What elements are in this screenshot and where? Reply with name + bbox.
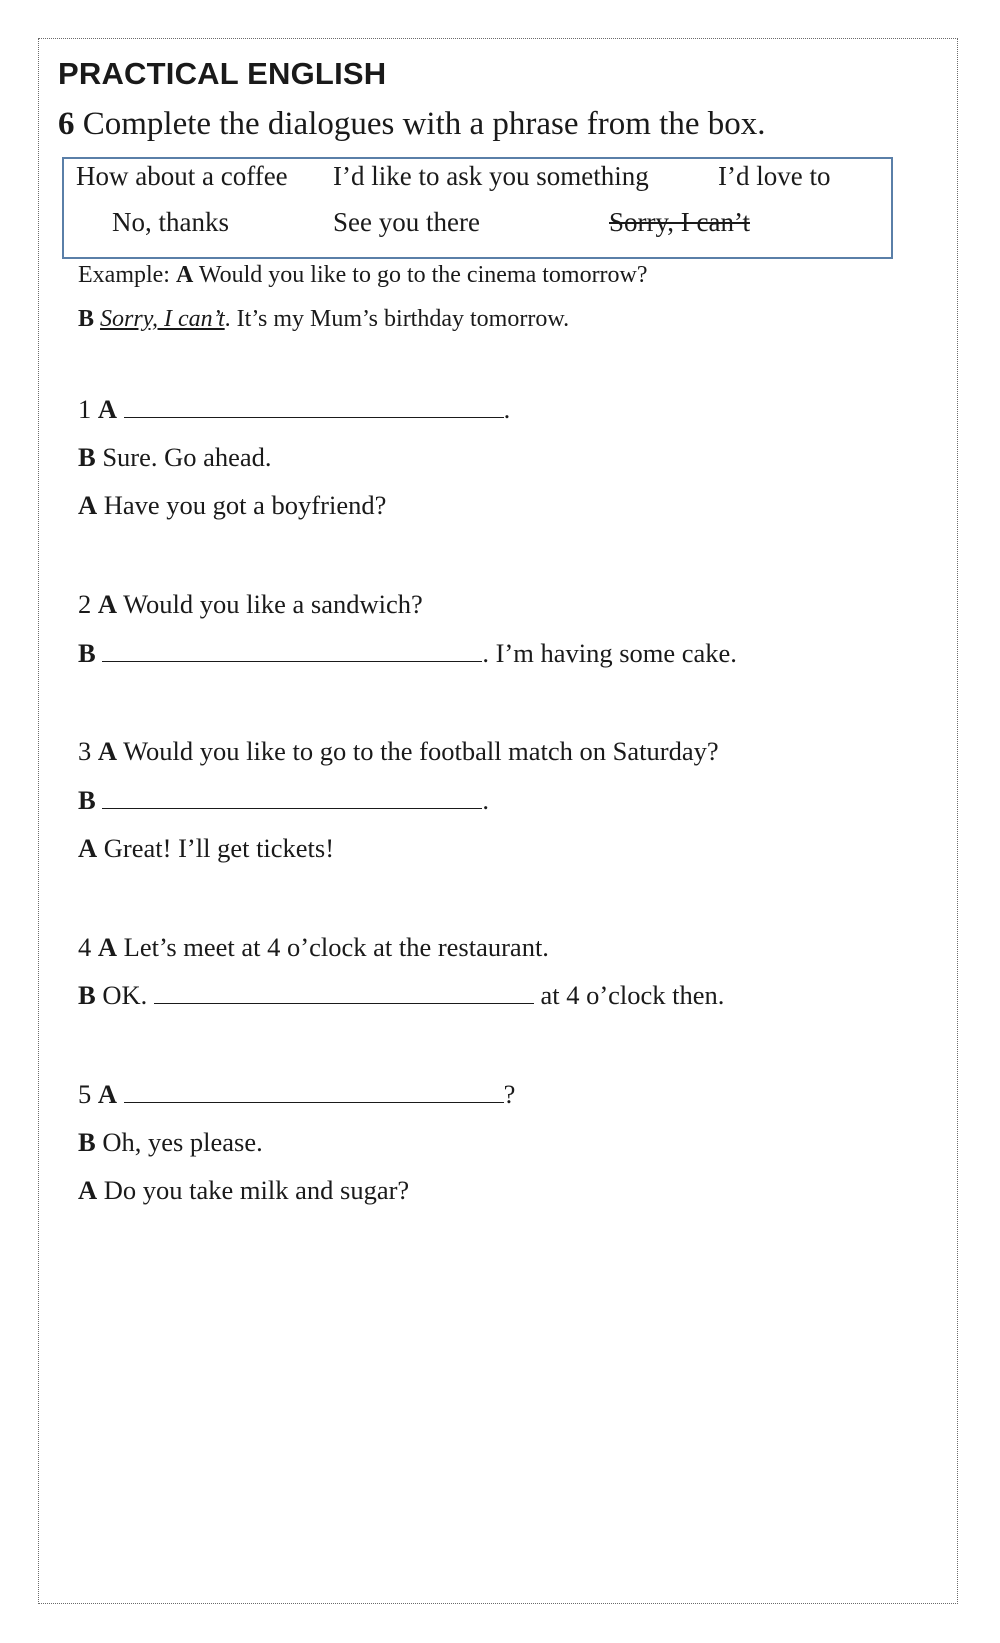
instruction-text: Complete the dialogues with a phrase from the box. [82,106,766,142]
dialogue-3-line-1 [78,736,719,767]
speaker-label: B [78,980,96,1010]
line-text: Do you take milk and sugar? [103,1175,410,1205]
example-line-b [78,306,569,333]
speaker-label: B [78,442,96,472]
speaker-label: A [97,736,118,766]
phrase-item: How about a coffee [76,161,288,191]
line-text: Great! I’ll get tickets! [103,833,335,863]
speaker-label: A [78,1175,98,1205]
dialogue-number: 3 [78,736,92,766]
dialogue-4-line-2 [78,980,724,1011]
speaker-label: A [97,1079,118,1109]
phrase-item-crossed-out: Sorry, I can’t [609,207,750,237]
phrase-box [62,157,893,259]
example-answer: Sorry, I can’t [100,306,225,332]
dialogue-1-line-3 [78,490,386,521]
answer-blank[interactable] [124,395,504,418]
page-heading: PRACTICAL ENGLISH [58,56,387,91]
line-text: Oh, yes please. [102,1127,263,1157]
line-text: Have you got a boyfriend? [103,490,387,520]
line-after-text: . [503,394,511,424]
line-after-text: at 4 o’clock then. [540,980,725,1010]
dialogue-number: 2 [78,589,92,619]
speaker-label: A [97,932,118,962]
line-text: Would you like a sandwich? [123,589,423,619]
speaker-label: A [97,589,118,619]
answer-blank[interactable] [124,1080,504,1103]
dialogue-5-line-1 [78,1079,515,1110]
answer-blank[interactable] [102,639,482,662]
line-after-text: . [482,785,489,815]
example-rest: . It’s my Mum’s birthday tomorrow. [224,306,570,332]
phrase-item: See you there [333,207,480,237]
dialogue-2-line-2 [78,638,737,669]
dialogue-1-line-2 [78,442,272,473]
speaker-label: B [78,1127,96,1157]
dialogue-number: 5 [78,1079,92,1109]
dialogue-5-line-2 [78,1127,263,1158]
speaker-label: A [175,262,194,288]
line-text: Would you like to go to the football match on Saturday? [123,736,719,766]
speaker-label: A [78,490,98,520]
line-after-text: ? [503,1079,516,1109]
line-after-text: . I’m having some cake. [482,638,737,668]
answer-blank[interactable] [102,786,482,809]
dialogue-number: 1 [78,394,92,424]
line-text: Sure. Go ahead. [102,442,272,472]
dialogue-1-line-1 [78,394,510,425]
speaker-label: A [78,833,98,863]
phrase-item: No, thanks [112,207,229,237]
speaker-label: B [78,306,95,332]
phrase-item: I’d like to ask you something [333,161,649,191]
example-line-a [78,262,648,289]
example-prefix: Example: [78,262,170,288]
answer-blank[interactable] [154,981,534,1004]
line-text: Let’s meet at 4 o’clock at the restaurant. [123,932,549,962]
speaker-label: B [78,638,96,668]
exercise-number: 6 [58,106,75,142]
example-question: Would you like to go to the cinema tomorrow? [198,262,648,288]
speaker-label: A [97,394,118,424]
speaker-label: B [78,785,96,815]
line-before-text: OK. [102,980,148,1010]
dialogue-number: 4 [78,932,92,962]
dialogue-5-line-3 [78,1175,409,1206]
exercise-instruction [58,106,766,143]
dialogue-3-line-2 [78,785,489,816]
dialogue-4-line-1 [78,932,549,963]
dialogue-3-line-3 [78,833,334,864]
dialogue-2-line-1 [78,589,423,620]
phrase-item: I’d love to [718,161,831,191]
